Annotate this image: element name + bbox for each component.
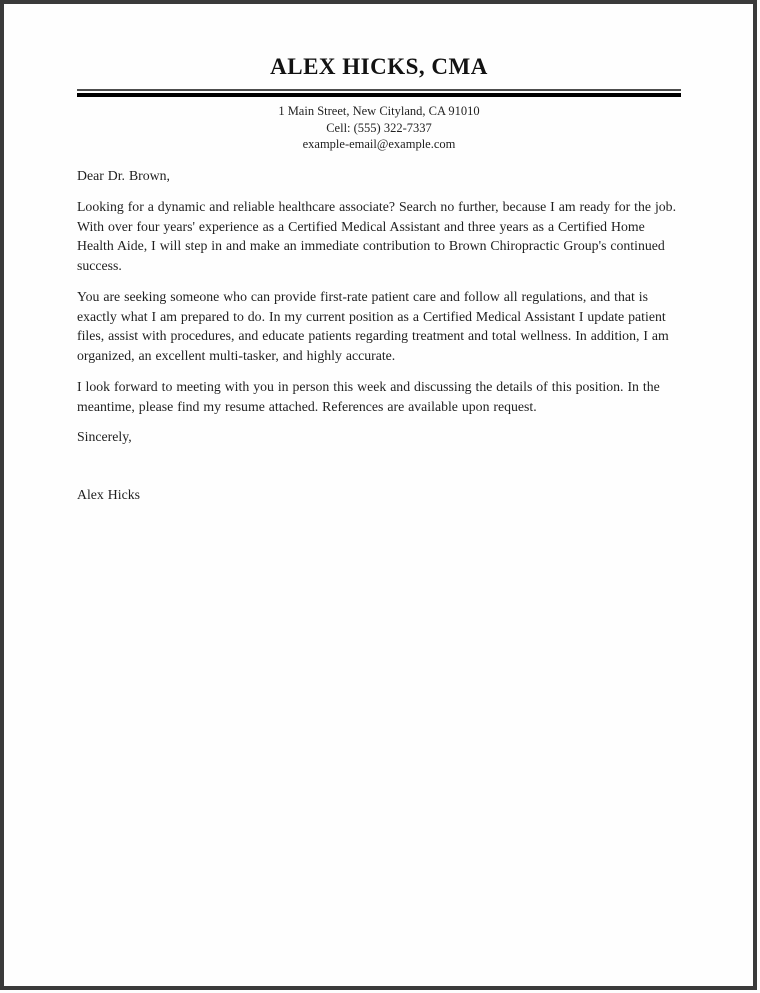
body-paragraph-2: You are seeking someone who can provide first-rate patient care and follow all regulations, and that is exactly what I am prepared to do. In my current position as a Certified Medical Assistant I update patient files, assist with procedures, and educate patients regarding treatment and total wellness. In addition, I am organized, an excellent multi-tasker, and highly accurate. xyxy=(77,289,669,363)
email-line: example-email@example.com xyxy=(302,137,456,151)
body-paragraph-1: Looking for a dynamic and reliable healthcare associate? Search no further, because I am ready for the job. With over four years' experience as a Certified Medical Assistant and three years as a Certified Home Health Aide, I will step in and make an immediate contribution to Brown Chiropractic Group's continued success. xyxy=(77,199,677,273)
letter-content xyxy=(77,8,681,504)
address-line: 1 Main Street, New Cityland, CA 91010 xyxy=(278,104,480,118)
phone-line: Cell: (555) 322-7337 xyxy=(326,120,432,135)
body-paragraph-3: I look forward to meeting with you in person this week and discussing the details of this position. In the meantime, please find my resume attached. References are available upon request. xyxy=(77,379,660,414)
divider-thick-line xyxy=(77,93,681,97)
contact-block xyxy=(77,103,681,153)
letter-body xyxy=(77,166,681,505)
applicant-name: ALEX HICKS, CMA xyxy=(270,54,488,79)
signature-name: Alex Hicks xyxy=(77,486,140,502)
salutation: Dear Dr. Brown, xyxy=(77,167,170,183)
closing: Sincerely, xyxy=(77,429,132,444)
header-divider xyxy=(77,89,681,97)
